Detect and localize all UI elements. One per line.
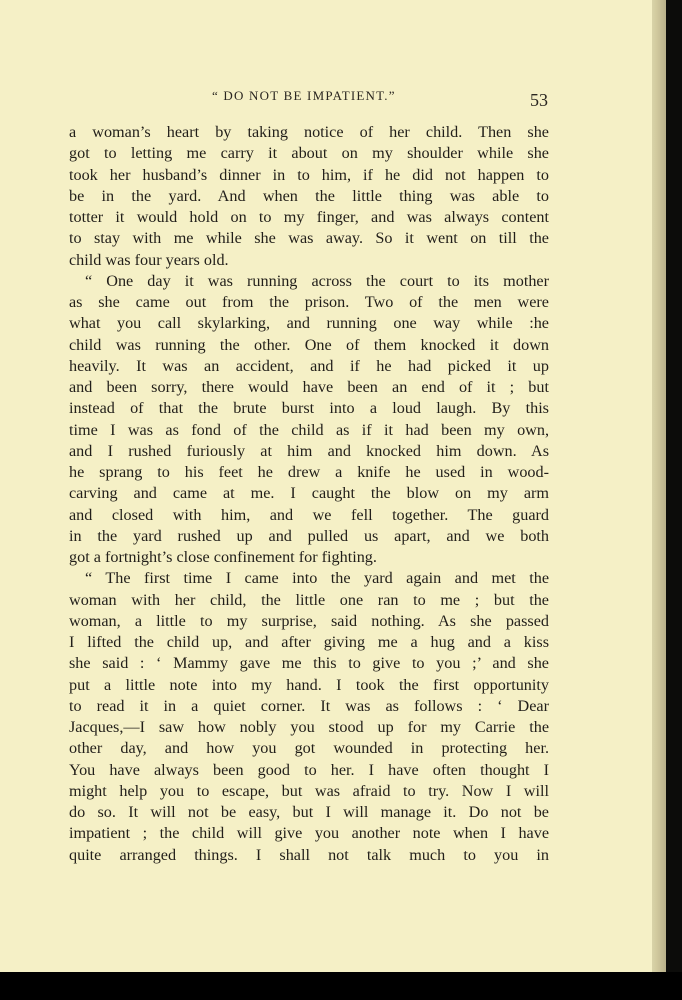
running-head: “ DO NOT BE IMPATIENT.”: [212, 88, 396, 103]
text-line: impatient ; the child will give you another note when I have: [69, 824, 549, 843]
text-line: be in the yard. And when the little thing was able to: [69, 186, 549, 205]
text-line: woman with her child, the little one ran to me ; but the: [69, 590, 549, 609]
text-line: totter it would hold on to my finger, and was always content: [69, 208, 549, 226]
text-line: she said : ‘ Mammy gave me this to give to you ;’ and she: [69, 654, 549, 673]
text-line: do so. It will not be easy, but I will manage it. Do not be: [69, 803, 549, 821]
text-line: in the yard rushed up and pulled us apart, and we both: [69, 526, 549, 545]
text-line: to stay with me while she was away. So it went on till the: [69, 229, 549, 248]
text-line: “ The first time I came into the yard again and met the: [85, 569, 549, 588]
text-line: and I rushed furiously at him and knocked him down. As: [69, 441, 549, 460]
text-line: put a little note into my hand. I took the first opportunity: [69, 675, 549, 694]
text-line: You have always been good to her. I have often thought I: [69, 760, 549, 779]
text-line: instead of that the brute burst into a loud laugh. By this: [69, 399, 549, 418]
page-number: 53: [530, 90, 548, 110]
text-line: a woman’s heart by taking notice of her child. Then she: [69, 123, 549, 141]
text-line: got a fortnight’s close confinement for fighting.: [69, 548, 377, 566]
text-line: to read it in a quiet corner. It was as follows : ‘ Dear: [69, 696, 549, 715]
text-line: Jacques,—I saw how nobly you stood up for my Carrie the: [69, 718, 549, 736]
text-line: he sprang to his feet he drew a knife he used in wood-: [69, 463, 549, 481]
text-line: other day, and how you got wounded in protecting her.: [69, 739, 549, 758]
page-edge: [652, 0, 666, 972]
text-line: I lifted the child up, and after giving me a hug and a kiss: [69, 633, 549, 651]
text-line: took her husband’s dinner in to him, if he did not happen to: [69, 165, 549, 184]
text-line: woman, a little to my surprise, said nothing. As she passed: [69, 611, 549, 630]
text-line: heavily. It was an accident, and if he had picked it up: [69, 356, 549, 375]
text-line: and closed with him, and we fell together. The guard: [69, 505, 549, 524]
body-text: [69, 122, 549, 866]
text-line: child was running the other. One of them knocked it down: [69, 335, 549, 354]
text-line: and been sorry, there would have been an end of it ; but: [69, 378, 549, 396]
text-line: quite arranged things. I shall not talk much to you in: [69, 845, 549, 864]
binding-shadow: [666, 0, 682, 1000]
text-line: what you call skylarking, and running one way while :he: [69, 314, 549, 333]
text-line: child was four years old.: [69, 250, 229, 269]
text-line: as she came out from the prison. Two of the men were: [69, 293, 549, 311]
text-line: carving and came at me. I caught the blow on my arm: [69, 484, 549, 503]
scan-border: [0, 972, 682, 1000]
text-line: got to letting me carry it about on my shoulder while she: [69, 144, 549, 163]
text-line: time I was as fond of the child as if it had been my own,: [69, 420, 549, 439]
text-line: “ One day it was running across the court to its mother: [85, 271, 549, 290]
text-line: might help you to escape, but was afraid to try. Now I will: [69, 781, 549, 800]
